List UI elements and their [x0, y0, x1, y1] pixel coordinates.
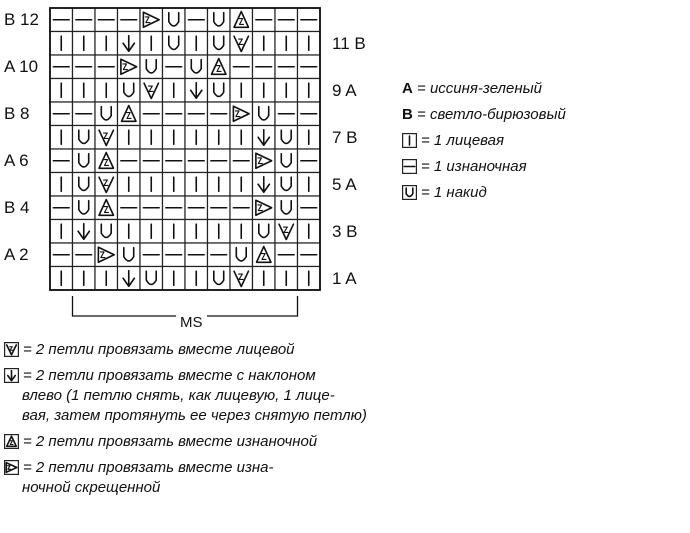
chart-cell-purl-stitch-icon — [163, 149, 186, 173]
chart-cell-yarn-over-icon — [253, 102, 276, 126]
chart-cell-ssk-icon — [118, 267, 141, 291]
legend-p2tog-tbl — [4, 458, 367, 498]
row-label-left: B 8 — [4, 104, 30, 123]
ssk-icon — [4, 368, 19, 383]
chart-row — [50, 173, 320, 197]
chart-row — [50, 220, 320, 244]
chart-row — [50, 267, 320, 291]
legend-color-b-key: B — [402, 106, 413, 123]
chart-cell-yarn-over-icon — [208, 32, 231, 56]
chart-cell-knit-stitch-icon — [50, 220, 73, 244]
row-label-left: A 2 — [4, 245, 29, 264]
chart-cell-yarn-over-icon — [118, 243, 141, 267]
chart-cell-p2tog-tbl-icon — [140, 8, 163, 32]
chart-cell-knit-stitch-icon — [118, 220, 141, 244]
chart-cell-yarn-over-icon — [73, 149, 96, 173]
chart-cell-knit-stitch-icon — [140, 126, 163, 150]
p2tog-icon — [4, 434, 19, 449]
chart-cell-knit-stitch-icon — [185, 32, 208, 56]
chart-cell-purl-stitch-icon — [298, 149, 321, 173]
chart-cell-yarn-over-icon — [95, 102, 118, 126]
row-label-right: 9 A — [332, 80, 357, 100]
chart-cell-p2tog-tbl-icon — [118, 55, 141, 79]
chart-cell-purl-stitch-icon — [275, 8, 298, 32]
chart-cell-knit-stitch-icon — [185, 126, 208, 150]
chart-row — [50, 102, 320, 126]
chart-cell-knit-stitch-icon — [163, 79, 186, 103]
row-label-right: 3 B — [332, 221, 358, 241]
chart-cell-knit-stitch-icon — [208, 173, 231, 197]
chart-cell-knit-stitch-icon — [73, 79, 96, 103]
chart-cell-purl-stitch-icon — [298, 102, 321, 126]
chart-cell-purl-stitch-icon — [275, 55, 298, 79]
chart-cell-knit-stitch-icon — [298, 126, 321, 150]
legend-knit — [402, 131, 566, 151]
chart-cell-knit-stitch-icon — [298, 173, 321, 197]
chart-cell-purl-stitch-icon — [50, 196, 73, 220]
chart-cell-knit-stitch-icon — [118, 173, 141, 197]
chart-cell-knit-stitch-icon — [230, 79, 253, 103]
row-label-left: B 12 — [4, 10, 39, 29]
knit-stitch-icon — [402, 133, 417, 148]
chart-cell-yarn-over-icon — [275, 173, 298, 197]
chart-cell-purl-stitch-icon — [95, 55, 118, 79]
chart-cell-purl-stitch-icon — [140, 102, 163, 126]
chart-cell-knit-stitch-icon — [163, 220, 186, 244]
chart-cell-purl-stitch-icon — [185, 8, 208, 32]
purl-stitch-icon — [402, 159, 417, 174]
chart-cell-k2tog-icon — [230, 32, 253, 56]
chart-cell-purl-stitch-icon — [298, 8, 321, 32]
chart-cell-purl-stitch-icon — [50, 149, 73, 173]
chart-cell-ssk-icon — [73, 220, 96, 244]
yarn-over-icon — [402, 185, 417, 200]
legend-purl — [402, 157, 566, 177]
chart-cell-knit-stitch-icon — [208, 220, 231, 244]
chart-cell-purl-stitch-icon — [140, 149, 163, 173]
legend-color-b — [402, 105, 566, 125]
chart-cell-purl-stitch-icon — [253, 8, 276, 32]
chart-cell-purl-stitch-icon — [208, 196, 231, 220]
chart-cell-knit-stitch-icon — [298, 32, 321, 56]
chart-cell-knit-stitch-icon — [230, 126, 253, 150]
chart-cell-knit-stitch-icon — [185, 173, 208, 197]
chart-cell-purl-stitch-icon — [140, 243, 163, 267]
chart-cell-purl-stitch-icon — [95, 8, 118, 32]
row-label-left: A 6 — [4, 151, 29, 170]
chart-cell-knit-stitch-icon — [95, 267, 118, 291]
chart-cell-purl-stitch-icon — [73, 8, 96, 32]
legend-p2tog-tbl-text-1: = 2 петли провязать вместе изна- — [23, 459, 274, 476]
chart-cell-yarn-over-icon — [230, 243, 253, 267]
chart-cell-purl-stitch-icon — [163, 55, 186, 79]
chart-cell-yarn-over-icon — [185, 55, 208, 79]
chart-cell-ssk-icon — [253, 126, 276, 150]
repeat-label: MS — [176, 314, 207, 331]
chart-cell-purl-stitch-icon — [298, 196, 321, 220]
chart-cell-knit-stitch-icon — [185, 267, 208, 291]
chart-row — [50, 55, 320, 79]
chart-cell-yarn-over-icon — [208, 267, 231, 291]
legend-p2tog-tbl-line-2: ночной скрещенной — [22, 479, 161, 496]
chart-cell-knit-stitch-icon — [50, 126, 73, 150]
chart-cell-knit-stitch-icon — [275, 79, 298, 103]
chart-cell-knit-stitch-icon — [298, 79, 321, 103]
chart-cell-purl-stitch-icon — [140, 196, 163, 220]
legend-ssk-line-2: влево (1 петлю снять, как лицевую, 1 лице- — [22, 387, 335, 404]
chart-cell-purl-stitch-icon — [73, 243, 96, 267]
chart-cell-yarn-over-icon — [208, 79, 231, 103]
chart-cell-k2tog-icon — [95, 126, 118, 150]
legend-ssk-line-1 — [4, 366, 367, 386]
legend-yarn-over — [402, 183, 566, 203]
chart-cell-k2tog-icon — [230, 267, 253, 291]
purl-stitch-icon — [402, 159, 417, 174]
chart-row — [50, 32, 320, 56]
chart-cell-knit-stitch-icon — [163, 267, 186, 291]
chart-cell-purl-stitch-icon — [208, 149, 231, 173]
chart-cell-purl-stitch-icon — [73, 102, 96, 126]
chart-cell-p2tog-icon — [208, 55, 231, 79]
legend-color-a-text: = иссиня-зеленый — [417, 80, 542, 97]
chart-cell-purl-stitch-icon — [50, 55, 73, 79]
chart-cell-purl-stitch-icon — [230, 55, 253, 79]
legend-yarn-over-text: = 1 накид — [421, 184, 487, 201]
chart-cell-knit-stitch-icon — [95, 79, 118, 103]
chart-cell-purl-stitch-icon — [275, 102, 298, 126]
repeat-bracket — [73, 296, 298, 316]
chart-cell-knit-stitch-icon — [50, 32, 73, 56]
ssk-icon — [4, 368, 19, 383]
chart-cell-knit-stitch-icon — [230, 173, 253, 197]
yarn-over-icon — [402, 185, 417, 200]
chart-cell-yarn-over-icon — [140, 55, 163, 79]
chart-cell-p2tog-icon — [253, 243, 276, 267]
legend-color-a — [402, 79, 566, 99]
chart-cell-knit-stitch-icon — [253, 32, 276, 56]
chart-cell-ssk-icon — [185, 79, 208, 103]
k2tog-icon — [4, 342, 19, 357]
chart-cell-knit-stitch-icon — [50, 267, 73, 291]
chart-cell-p2tog-tbl-icon — [253, 196, 276, 220]
legend-color-a-key: A — [402, 80, 413, 97]
chart-cell-p2tog-tbl-icon — [230, 102, 253, 126]
chart-cell-yarn-over-icon — [275, 196, 298, 220]
chart-cell-knit-stitch-icon — [50, 173, 73, 197]
legend-bottom — [4, 340, 367, 498]
chart-cell-ssk-icon — [253, 173, 276, 197]
chart-row — [50, 126, 320, 150]
chart-cell-p2tog-tbl-icon — [253, 149, 276, 173]
chart-cell-purl-stitch-icon — [73, 55, 96, 79]
chart-cell-knit-stitch-icon — [230, 220, 253, 244]
chart-cell-knit-stitch-icon — [208, 126, 231, 150]
chart-cell-purl-stitch-icon — [118, 8, 141, 32]
chart-cell-yarn-over-icon — [275, 149, 298, 173]
row-label-right: 7 B — [332, 127, 358, 147]
chart-cell-p2tog-icon — [95, 149, 118, 173]
chart-cell-yarn-over-icon — [140, 267, 163, 291]
knitting-chart — [0, 0, 330, 340]
chart-cell-purl-stitch-icon — [275, 243, 298, 267]
chart-cell-yarn-over-icon — [163, 8, 186, 32]
chart-cell-knit-stitch-icon — [140, 220, 163, 244]
chart-cell-knit-stitch-icon — [163, 173, 186, 197]
row-label-right: 1 A — [332, 268, 357, 288]
chart-row — [50, 149, 320, 173]
p2tog-icon — [4, 434, 19, 449]
chart-cell-purl-stitch-icon — [208, 102, 231, 126]
row-label-right: 5 A — [332, 174, 357, 194]
chart-cell-knit-stitch-icon — [298, 267, 321, 291]
chart-cell-purl-stitch-icon — [163, 196, 186, 220]
legend-k2tog-text: = 2 петли провязать вместе лицевой — [23, 341, 295, 358]
chart-cell-knit-stitch-icon — [140, 173, 163, 197]
row-label-right: 11 B — [332, 33, 366, 53]
chart-cell-purl-stitch-icon — [185, 149, 208, 173]
legend-p2tog — [4, 432, 367, 452]
chart-cell-purl-stitch-icon — [185, 102, 208, 126]
chart-cell-purl-stitch-icon — [50, 102, 73, 126]
chart-cell-purl-stitch-icon — [185, 243, 208, 267]
chart-cell-p2tog-icon — [95, 196, 118, 220]
chart-cell-purl-stitch-icon — [163, 102, 186, 126]
chart-cell-purl-stitch-icon — [118, 196, 141, 220]
chart-cell-knit-stitch-icon — [275, 267, 298, 291]
chart-row — [50, 8, 320, 32]
chart-cell-purl-stitch-icon — [253, 55, 276, 79]
legend-ssk — [4, 366, 367, 426]
row-label-left: A 10 — [4, 57, 39, 76]
chart-cell-p2tog-tbl-icon — [95, 243, 118, 267]
chart-cell-purl-stitch-icon — [230, 149, 253, 173]
legend-p2tog-tbl-line-1 — [4, 458, 367, 478]
chart-row — [50, 243, 320, 267]
chart-cell-knit-stitch-icon — [73, 32, 96, 56]
chart-cell-purl-stitch-icon — [118, 149, 141, 173]
row-label-left: B 4 — [4, 198, 30, 217]
chart-cell-knit-stitch-icon — [95, 32, 118, 56]
chart-cell-purl-stitch-icon — [50, 8, 73, 32]
legend-knit-text: = 1 лицевая — [421, 132, 505, 149]
legend-right — [402, 79, 566, 203]
chart-cell-purl-stitch-icon — [208, 243, 231, 267]
chart-cell-purl-stitch-icon — [185, 196, 208, 220]
chart-cell-purl-stitch-icon — [50, 243, 73, 267]
chart-cell-yarn-over-icon — [208, 8, 231, 32]
chart-cell-k2tog-icon — [275, 220, 298, 244]
chart-cell-purl-stitch-icon — [230, 196, 253, 220]
legend-k2tog — [4, 340, 367, 360]
chart-cell-knit-stitch-icon — [118, 126, 141, 150]
chart-cell-yarn-over-icon — [73, 173, 96, 197]
chart-cell-knit-stitch-icon — [253, 79, 276, 103]
legend-ssk-text-1: = 2 петли провязать вместе с наклоном — [23, 367, 316, 384]
chart-cell-knit-stitch-icon — [50, 79, 73, 103]
chart-cell-yarn-over-icon — [95, 220, 118, 244]
legend-p2tog-text: = 2 петли провязать вместе изнаночной — [23, 433, 318, 450]
chart-cell-knit-stitch-icon — [163, 126, 186, 150]
legend-color-b-text: = светло-бирюзовый — [417, 106, 566, 123]
legend-ssk-line-3: вая, затем протянуть ее через снятую петлю) — [22, 407, 367, 424]
chart-cell-k2tog-icon — [140, 79, 163, 103]
chart-cell-ssk-icon — [118, 32, 141, 56]
chart-cell-yarn-over-icon — [73, 126, 96, 150]
p2tog-tbl-icon — [4, 460, 19, 475]
knit-stitch-icon — [402, 133, 417, 148]
chart-row — [50, 79, 320, 103]
chart-cell-knit-stitch-icon — [140, 32, 163, 56]
chart-cell-knit-stitch-icon — [275, 32, 298, 56]
chart-cell-yarn-over-icon — [253, 220, 276, 244]
chart-cell-k2tog-icon — [95, 173, 118, 197]
chart-cell-p2tog-icon — [230, 8, 253, 32]
chart-cell-knit-stitch-icon — [253, 267, 276, 291]
chart-cell-purl-stitch-icon — [298, 55, 321, 79]
chart-cell-yarn-over-icon — [118, 79, 141, 103]
chart-cell-knit-stitch-icon — [298, 220, 321, 244]
chart-cell-purl-stitch-icon — [298, 243, 321, 267]
chart-row — [50, 196, 320, 220]
chart-cell-purl-stitch-icon — [163, 243, 186, 267]
legend-purl-text: = 1 изнаночная — [421, 158, 527, 175]
chart-cell-knit-stitch-icon — [185, 220, 208, 244]
chart-cell-yarn-over-icon — [275, 126, 298, 150]
chart-cell-knit-stitch-icon — [73, 267, 96, 291]
chart-cell-yarn-over-icon — [163, 32, 186, 56]
k2tog-icon — [4, 342, 19, 357]
chart-cell-p2tog-icon — [118, 102, 141, 126]
p2tog-tbl-icon — [4, 460, 19, 475]
chart-cell-yarn-over-icon — [73, 196, 96, 220]
